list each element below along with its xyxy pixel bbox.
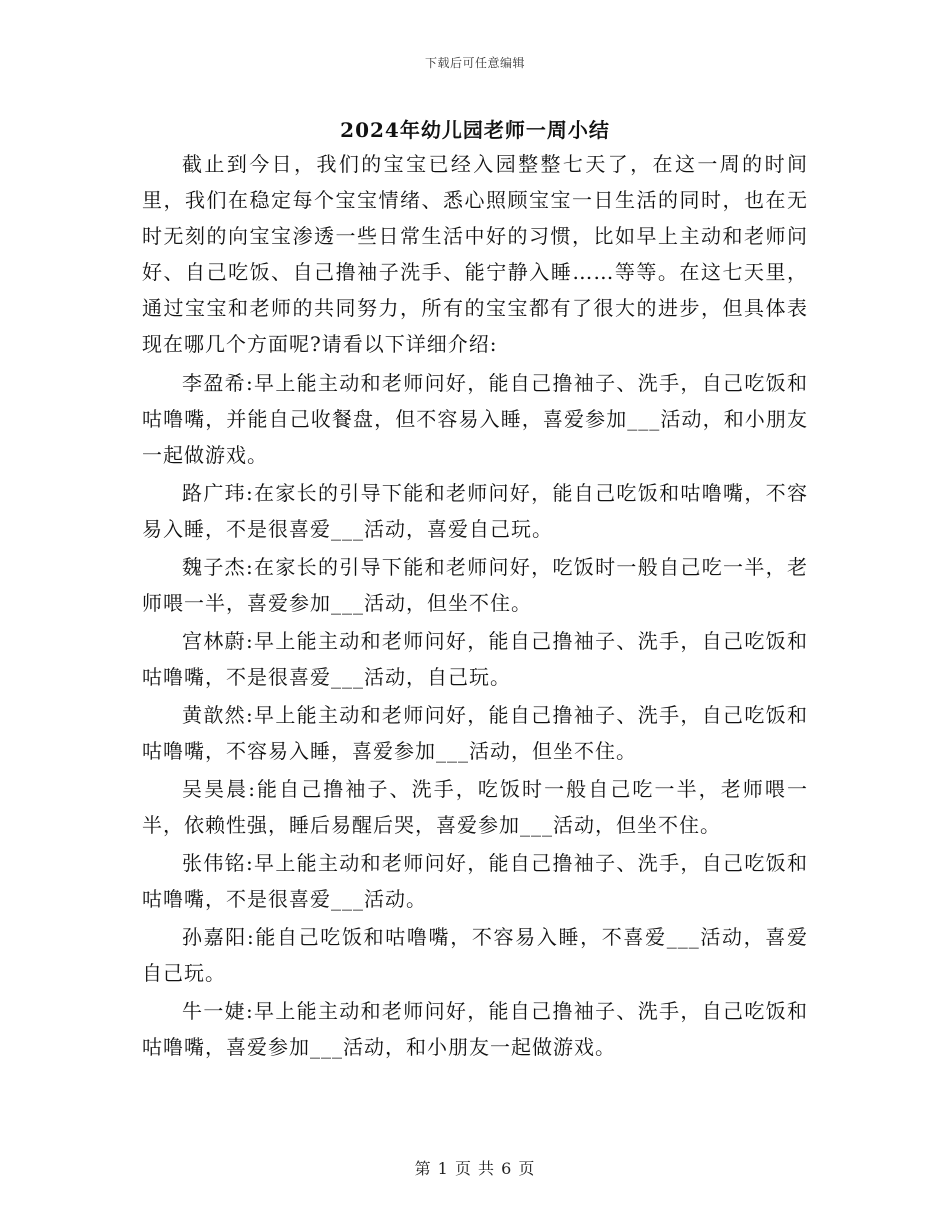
document-body bbox=[142, 146, 808, 1067]
child-entry: 李盈希:早上能主动和老师问好，能自己撸袖子、洗手，自己吃饭和咕噜嘴，并能自己收餐盘，但不容易入睡，喜爱参加___活动，和小朋友一起做游戏。 bbox=[142, 371, 808, 467]
header-note: 下载后可任意编辑 bbox=[424, 56, 525, 70]
child-entry: 吴昊晨:能自己撸袖子、洗手，吃饭时一般自己吃一半，老师喂一半，依赖性强，睡后易醒后哭，喜爱参加___活动，但坐不住。 bbox=[142, 777, 808, 837]
child-entry: 孙嘉阳:能自己吃饭和咕噜嘴，不容易入睡，不喜爱___活动，喜爱自己玩。 bbox=[142, 925, 808, 985]
child-entry: 黄歆然:早上能主动和老师问好，能自己撸袖子、洗手，自己吃饭和咕噜嘴，不容易入睡，喜爱参加___活动，但坐不住。 bbox=[142, 703, 808, 763]
child-entry: 牛一婕:早上能主动和老师问好，能自己撸袖子、洗手，自己吃饭和咕噜嘴，喜爱参加___活动，和小朋友一起做游戏。 bbox=[142, 999, 808, 1059]
child-entry: 宫林蔚:早上能主动和老师问好，能自己撸袖子、洗手，自己吃饭和咕噜嘴，不是很喜爱___活动，自己玩。 bbox=[142, 629, 808, 689]
child-entry: 魏子杰:在家长的引导下能和老师问好，吃饭时一般自己吃一半，老师喂一半，喜爱参加___活动，但坐不住。 bbox=[142, 555, 808, 615]
document-title: 2024年幼儿园老师一周小结 bbox=[340, 118, 610, 142]
child-entry: 张伟铭:早上能主动和老师问好，能自己撸袖子、洗手，自己吃饭和咕噜嘴，不是很喜爱___活动。 bbox=[142, 851, 808, 911]
intro-paragraph: 截止到今日，我们的宝宝已经入园整整七天了，在这一周的时间里，我们在稳定每个宝宝情绪、悉心照顾宝宝一日生活的同时，也在无时无刻的向宝宝渗透一些日常生活中好的习惯，比如早上主动和老师问好、自己吃饭、自己撸袖子洗手、能宁静入睡……等等。在这七天里，通过宝宝和老师的共同努力，所有的宝宝都有了很大的进步，但具体表现在哪几个方面呢?请看以下详细介绍: bbox=[142, 152, 808, 356]
child-entry: 路广玮:在家长的引导下能和老师问好，能自己吃饭和咕噜嘴，不容易入睡，不是很喜爱___活动，喜爱自己玩。 bbox=[142, 481, 808, 541]
page-number: 第 1 页 共 6 页 bbox=[414, 1159, 536, 1178]
